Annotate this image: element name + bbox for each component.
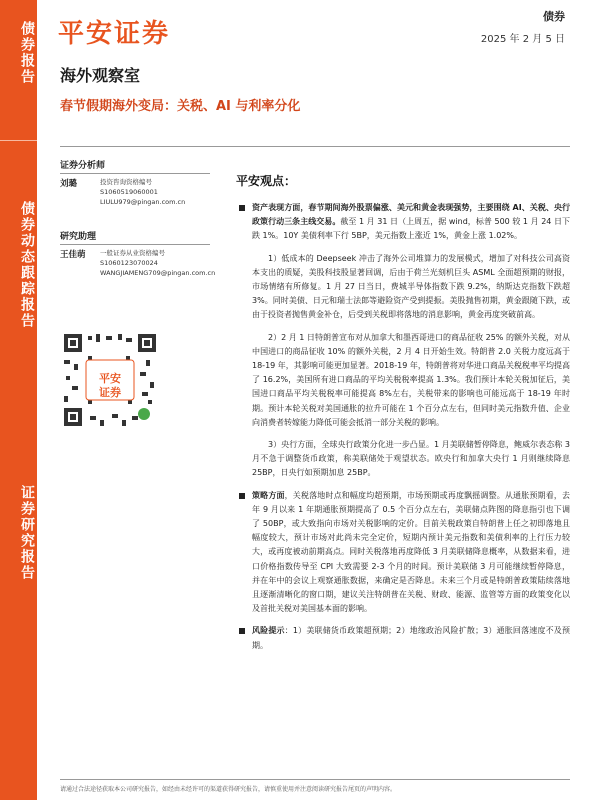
point-asset-performance [236, 201, 570, 244]
point-strategy-lead: 策略方面 [252, 490, 285, 500]
report-date: 2025 年 2 月 5 日 [480, 34, 565, 45]
analyst-heading: 证券分析师 [60, 158, 210, 174]
point-strategy-body: ，关税落地时点和幅度均超预期，市场预期或再度飘摇调整。从通胀预期看，去年 9 月以来 1 年期通胀预期提高了 0.5 个百分点左右，美联储点阵图的降息指引也下调了 50BP，或大致指向市场对关税影响的定价。目前关税政策自特朗普上任之初即落地且幅度较大，预计市场对此尚未完全定价，短期内预计美元指数和美债利率的上行压力较大，或再度被动前期高点。同时关税落地再度降低 3 月美联储降息概率，从数据来看，进口价格指数传导至 CPI 大致需要 2-3 个月的时间。预计美联储 3 月可能继续暂停降息，并在年中的会议上观察通胀数据，来确定是否降息。未来三个月或是特朗普政策陆续落地且逐渐清晰化的窗口期，建议关注特朗普在关税、财政、能源、监管等方面的政策变化以及首批关税对美国基本面的影响。 [252, 490, 571, 614]
sidebar-label-research: 证券研究报告 [19, 485, 35, 581]
assistant-cert-number: S1060123070024 [100, 259, 158, 267]
analyst-cert-label: 投资咨询资格编号 [100, 178, 152, 186]
analyst-email[interactable]: LIULU979@pingan.com.cn [100, 198, 186, 206]
analyst-name: 刘璐 [60, 179, 78, 189]
footer-divider [60, 779, 570, 780]
footer-disclaimer: 请通过合法途径获取本公司研究报告，如经由未经许可的渠道获得研究报告，请慎重使用并注意阅读研究报告尾页的声明内容。 [60, 786, 397, 793]
point-asset-lead: 资产表现方面，春节期间海外股票偏涨、美元和黄金表现强势，主要围绕 AI、关税、央行政策行动三条主线交易。 [252, 203, 570, 227]
qr-brand-label [86, 372, 134, 400]
title-divider [60, 146, 570, 147]
sidebar [0, 0, 37, 800]
report-title: 海外观察室 [60, 66, 141, 85]
point-risk-body: ：1）美联储货币政策超预期；2）地缘政治风险扩散；3）通胀回落速度不及预期。 [252, 626, 570, 650]
assistant-email[interactable]: WANGJIAMENG709@pingan.com.cn [100, 269, 216, 277]
sidebar-divider [0, 140, 37, 141]
assistant-name: 王佳萌 [60, 250, 86, 260]
assistant-heading: 研究助理 [60, 229, 210, 245]
qr-label-bottom: 证券 [99, 386, 121, 399]
report-subtitle: 春节假期海外变局：关税、AI 与利率分化 [60, 99, 301, 114]
qr-label-top: 平安 [99, 372, 121, 385]
company-logo: 平安证券 [58, 19, 171, 49]
sidebar-label-report-series: 债券动态跟踪报告 [19, 201, 35, 329]
point-strategy [236, 489, 570, 617]
analyst-info [100, 177, 185, 207]
point-ai-shock: 1）低成本的 Deepseek 冲击了海外公司堆算力的发展模式，增加了对科技公司高资本支出的质疑，美股科技股显著回调，后由于荷兰光刻机巨头 ASML 全面超预期的财报，市场情绪有所修复。1 月 27 日当日，费城半导体指数下跌 9.2%，纳斯达克指数下跌超 3%。同时美债、日元和瑞士法郎等避险资产受到提振。美股抛售初期，黄金跟随下跌，或由于投资者抛售黄金补仓，后受到关税即将落地的消息影响，黄金再度突破前高。 [252, 253, 570, 320]
sidebar-label-report-type: 债券报告 [19, 21, 35, 85]
point-risk-lead: 风险提示 [252, 626, 285, 636]
point-tariffs: 2）2 月 1 日特朗普宣布对从加拿大和墨西哥进口的商品征收 25% 的额外关税，对从中国进口的商品征收 10% 的额外关税，2 月 4 日开始生效。特朗普 2.0 关税力度远高于 18-19 年，其影响可能更加显著。2018-19 年，特朗普将对华进口商品关税税率平均提高了 16.2%，美国所有进口商品的平均关税税率提高 1.3%。我们预计本轮关税加征后，美国进口商品平均关税税率可能提高 8%左右，关税带来的影响也可能远高于 18-19 年时期。预计本轮关税对美国通胀的拉升可能在 1 个百分点左右，但同时美元指数升值、企业向消费者转嫁能力降低可能会抵消一部分关税的影响。 [252, 332, 570, 427]
analyst-panel [60, 158, 220, 399]
point-asset-body: 截至 1 月 31 日（上周五，据 wind，标普 500 较 1 月 24 日下跌 1%。10Y 美债利率下行 5BP，美元指数上涨近 1%，黄金上涨 1.02%。 [252, 217, 570, 241]
point-risk [236, 624, 570, 652]
point-central-banks: 3）央行方面，全球央行政策分化进一步凸显。1 月美联储暂停降息，鲍威尔表态称 3 月不急于调整货币政策，称美联储处于观望状态。欧央行和加拿大央行 1 月则继续降息 25BP，日央行如预期加息 25BP。 [252, 440, 570, 478]
assistant-info [100, 248, 215, 278]
key-points-title: 平安观点： [236, 174, 297, 188]
assistant-entry [60, 248, 220, 278]
analyst-cert-number: S1060519060001 [100, 188, 158, 196]
report-category: 债券 [543, 10, 565, 23]
analyst-entry [60, 177, 220, 207]
key-points-section [236, 172, 570, 653]
assistant-cert-label: 一般证券从业资格编号 [100, 249, 165, 257]
